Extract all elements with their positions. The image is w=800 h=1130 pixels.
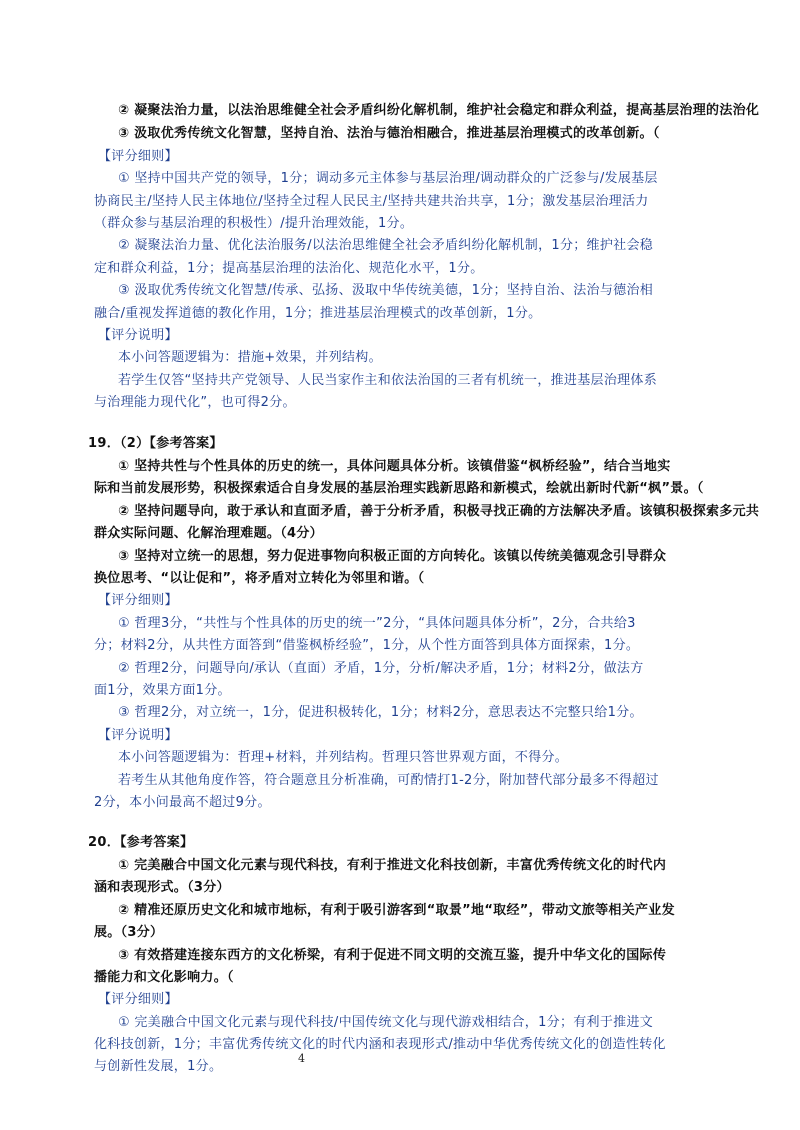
text-line: 化科技创新，1分；丰富优秀传统文化的时代内涵和表现形式/推动中华优秀传统文化的创造性转化	[94, 1037, 666, 1052]
text-line: 换位思考、“以让促和”，将矛盾对立转化为邻里和谐。（	[94, 571, 425, 586]
section-heading: 【评分说明】	[98, 728, 178, 743]
text-line: 面1分，效果方面1分。	[94, 683, 231, 698]
text-line: 定和群众利益，1分；提高基层治理的法治化、规范化水平，1分。	[94, 261, 484, 276]
text-line: 涵和表现形式。（3分）	[94, 880, 230, 895]
section-heading: 【评分细则】	[98, 593, 178, 608]
text-line: ② 凝聚法治力量，以法治思维健全社会矛盾纠纷化解机制，维护社会稳定和群众利益，提高基层治理的法治化	[118, 103, 760, 118]
text-line: 展。（3分）	[94, 925, 164, 940]
text-line: 播能力和文化影响力。（	[94, 970, 234, 985]
text-line: 协商民主/坚持人民主体地位/坚持全过程人民民主/坚持共建共治共享，1分；激发基层治理活力	[94, 194, 649, 209]
section-heading: 【评分细则】	[98, 149, 178, 164]
text-line: ② 坚持问题导向，敢于承认和直面矛盾，善于分析矛盾，积极寻找正确的方法解决矛盾。该镇积极探索多元共	[118, 504, 760, 519]
section-heading: 【评分说明】	[98, 328, 178, 343]
text-line: ③ 有效搭建连接东西方的文化桥梁，有利于促进不同文明的交流互鉴，提升中华文化的国际传	[118, 948, 667, 963]
text-line: 融合/重视发挥道德的教化作用，1分；推进基层治理模式的改革创新，1分。	[94, 306, 542, 321]
section-heading: 【评分细则】	[98, 992, 178, 1007]
text-line: 2分，本小问最高不超过9分。	[94, 795, 271, 810]
text-line: 群众实际问题、化解治理难题。（4分）	[94, 526, 323, 541]
text-line: ① 坚持中国共产党的领导，1分；调动多元主体参与基层治理/调动群众的广泛参与/发展基层	[118, 171, 658, 186]
text-line: （群众参与基层治理的积极性）/提升治理效能，1分。	[94, 216, 414, 231]
text-line: 际和当前发展形势，积极探索适合自身发展的基层治理实践新思路和新模式，绘就出新时代新“枫”景。（	[94, 481, 704, 496]
text-line: 与治理能力现代化”，也可得2分。	[94, 395, 296, 410]
text-line: ③ 汲取优秀传统文化智慧，坚持自治、法治与德治相融合，推进基层治理模式的改革创新。（	[118, 126, 660, 141]
text-line: ③ 坚持对立统一的思想，努力促进事物向积极正面的方向转化。该镇以传统美德观念引导群众	[118, 549, 667, 564]
text-line: ① 哲理3分，“共性与个性具体的历史的统一”2分，“具体问题具体分析”，2分，合共给3	[118, 616, 636, 631]
text-line: ① 完美融合中国文化元素与现代科技/中国传统文化与现代游戏相结合，1分；有利于推进文	[118, 1015, 654, 1030]
text-line: 若考生从其他角度作答，符合题意且分析准确，可酌情打1-2分，附加替代部分最多不得超过	[118, 773, 659, 788]
text-line: ① 坚持共性与个性具体的历史的统一，具体问题具体分析。该镇借鉴“枫桥经验”，结合当地实	[118, 459, 671, 474]
text-line: ① 完美融合中国文化元素与现代科技，有利于推进文化科技创新，丰富优秀传统文化的时代内	[118, 858, 667, 873]
text-line: 与创新性发展，1分。	[94, 1059, 223, 1074]
page-number: 4	[298, 1052, 305, 1065]
text-line: ③ 哲理2分，对立统一，1分，促进积极转化，1分；材料2分，意思表达不完整只给1分。	[118, 705, 643, 720]
text-line: ② 凝聚法治力量、优化法治服务/以法治思维健全社会矛盾纠纷化解机制，1分；维护社会稳	[118, 238, 654, 253]
text-line: ③ 汲取优秀传统文化智慧/传承、弘扬、汲取中华传统美德，1分；坚持自治、法治与德治相	[118, 283, 654, 298]
question-heading: 20．【参考答案】	[88, 835, 194, 850]
question-heading: 19．（2）【参考答案】	[88, 436, 223, 451]
text-line: 分；材料2分，从共性方面答到“借鉴枫桥经验”，1分，从个性方面答到具体方面探索，1分。	[94, 638, 640, 653]
text-line: 若学生仅答“坚持共产党领导、人民当家作主和依法治国的三者有机统一，推进基层治理体系	[118, 373, 658, 388]
text-line: 本小问答题逻辑为：哲理+材料，并列结构。哲理只答世界观方面，不得分。	[118, 750, 569, 765]
text-line: 本小问答题逻辑为：措施+效果，并列结构。	[118, 350, 382, 365]
text-line: ② 哲理2分，问题导向/承认（直面）矛盾，1分，分析/解决矛盾，1分；材料2分，做法方	[118, 661, 644, 676]
text-line: ② 精准还原历史文化和城市地标，有利于吸引游客到“取景”地“取经”，带动文旅等相关产业发	[118, 903, 675, 918]
